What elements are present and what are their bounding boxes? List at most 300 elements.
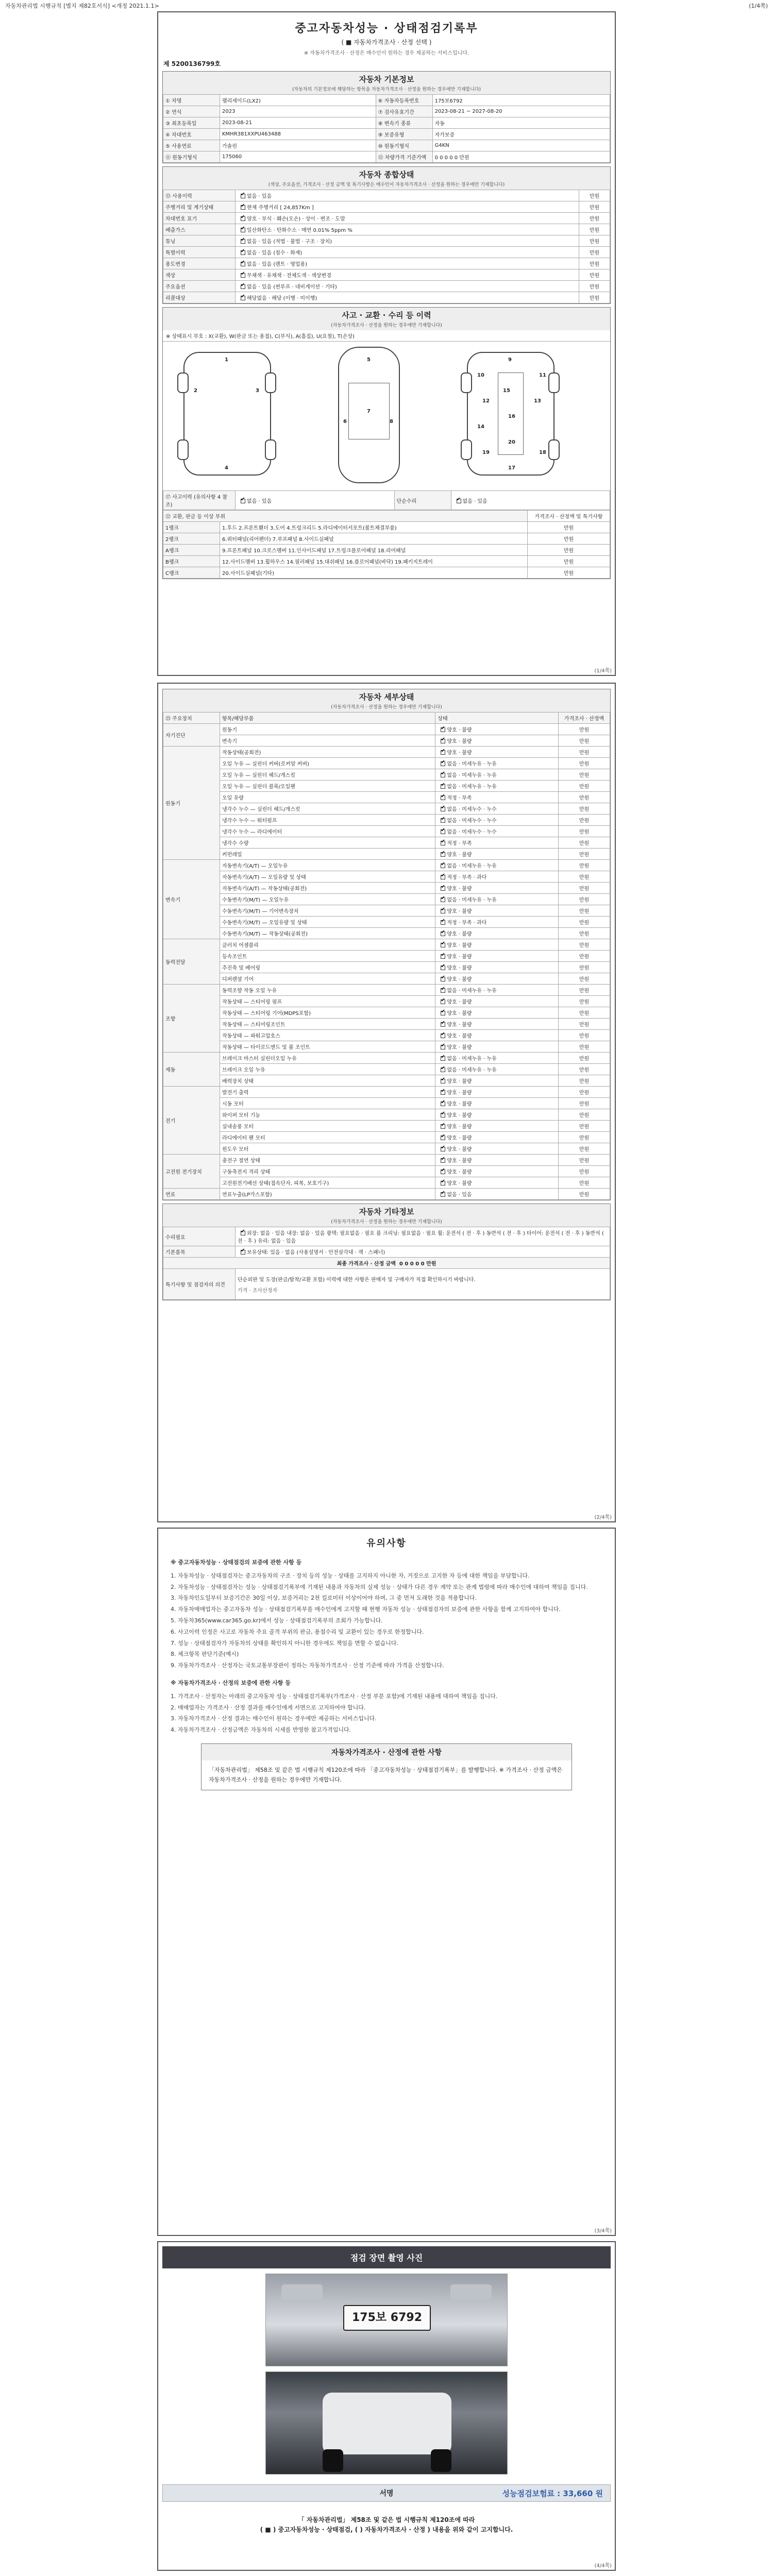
- detail-part: 추진축 및 베어링: [220, 962, 435, 973]
- parts-items: 9.프론트패널 10.크로스멤버 11.인사이드패널 17.트렁크플로어패널 18.리어패널: [220, 545, 528, 556]
- detail-part: 오일 누유 — 실린더 블록/오일팬: [220, 781, 435, 792]
- page-indicator: (1/4쪽): [749, 3, 768, 9]
- basic-info-row: [163, 117, 610, 129]
- summary-row: [163, 269, 610, 281]
- checkbox-icon[interactable]: [441, 1158, 445, 1163]
- checkbox-icon[interactable]: [441, 1181, 445, 1185]
- checkbox-icon[interactable]: [241, 205, 245, 210]
- parts-rank: 1랭크: [163, 522, 220, 533]
- basic-label: ⑫ 차량가격 기준가액: [376, 151, 432, 163]
- checkbox-icon[interactable]: [441, 1011, 445, 1015]
- detail-state: ✔ 적정 · 부족 · 과다: [435, 871, 559, 883]
- simple-repair-value: ✔ 없음 · 있음: [451, 491, 610, 510]
- detail-part: 냉각수 수량: [220, 837, 435, 849]
- detail-state: ✔ 양호 · 불량: [435, 1019, 559, 1030]
- detail-price: 만원: [559, 917, 610, 928]
- wheel-icon: [177, 439, 189, 460]
- checkbox-icon[interactable]: [241, 1250, 245, 1255]
- detail-price: 만원: [559, 905, 610, 917]
- parts-items: 6.쿼터패널(리어펜더) 7.루프패널 8.사이드실패널: [220, 533, 528, 545]
- checkbox-icon[interactable]: [441, 897, 445, 902]
- other-table: [163, 1227, 610, 1300]
- part-number: 17: [508, 465, 515, 471]
- detail-part: 오일 누유 — 실린더 커버(로커암 커버): [220, 758, 435, 769]
- page-1: [157, 11, 616, 676]
- basic-value: 175060: [220, 151, 376, 163]
- checkbox-icon[interactable]: [441, 943, 445, 947]
- detail-price: 만원: [559, 985, 610, 996]
- part-number: 1: [225, 357, 228, 363]
- wheel-icon: [265, 439, 276, 460]
- checkbox-icon[interactable]: [441, 999, 445, 1004]
- checkbox-icon[interactable]: [241, 284, 245, 289]
- checkbox-icon[interactable]: [441, 931, 445, 936]
- detail-part: 수동변속기(M/T) — 기어변속장치: [220, 905, 435, 917]
- summary-row: [163, 247, 610, 258]
- notice-subtitle-2: ※ 자동차가격조사 · 산정의 보증에 관한 사항 등: [171, 1679, 291, 1686]
- detail-section: [162, 689, 611, 1200]
- summary-value: ✔ 없음 · 있음 (렌트 · 영업용): [236, 258, 579, 269]
- summary-price: 만원: [579, 190, 610, 201]
- summary-value: ✔ 양호 · 부식 · 훼손(오손) · 상이 · 변조 · 도말: [236, 213, 579, 224]
- detail-row: [163, 758, 610, 769]
- other-row: [163, 1227, 610, 1246]
- detail-state: ✔ 양호 · 불량: [435, 1087, 559, 1098]
- detail-note: (자동차가격조사 · 산정을 원하는 경우에만 기재합니다): [163, 703, 610, 712]
- detail-price: 만원: [559, 1189, 610, 1200]
- summary-label: ⑬ 사용이력: [163, 190, 236, 201]
- checkbox-icon[interactable]: [441, 773, 445, 777]
- detail-price: 만원: [559, 1121, 610, 1132]
- detail-row: [163, 1030, 610, 1041]
- remarks-value: 단순외판 및 도장(판금/탈착/교환 포함) 이력에 대한 사항은 판매자 및 구매자가 직접 확인하시기 바랍니다. 가격 · 조사산정자: [236, 1269, 610, 1300]
- checkbox-icon[interactable]: [441, 988, 445, 993]
- signature-label: 서명: [379, 2489, 394, 2498]
- detail-title: 자동차 세부상태: [163, 689, 610, 703]
- summary-table: [163, 190, 610, 303]
- detail-row: [163, 951, 610, 962]
- detail-part: 와이퍼 모터 기능: [220, 1109, 435, 1121]
- detail-part: 충전구 절연 상태: [220, 1155, 435, 1166]
- page-title: 중고자동차성능 · 상태점검기록부: [295, 22, 478, 35]
- summary-row: [163, 281, 610, 292]
- summary-price: 만원: [579, 247, 610, 258]
- detail-row: [163, 860, 610, 871]
- checkbox-icon[interactable]: [441, 1045, 445, 1049]
- checkbox-icon[interactable]: [241, 262, 245, 266]
- other-title: 자동차 기타정보: [163, 1204, 610, 1218]
- detail-state: ✔ 양호 · 불량: [435, 1132, 559, 1143]
- part-number: 8: [390, 419, 393, 425]
- detail-state: ✔ 양호 · 불량: [435, 928, 559, 939]
- checkbox-icon[interactable]: [441, 807, 445, 811]
- other-items: ✔외장: 없음 · 있음 내장: 없음 · 있음 광택: 필요없음 · 필요 룸 크리닝: 필요없음 · 필요 휠: 운전석 ( 전 · 후 ) 동반석 ( 전 · 후 ) 타이어: 운전석 ( 전 · 후 ) 동반석 ( 전 · 후 ) 유리: 없음 · 있음: [236, 1227, 610, 1246]
- page-2: [157, 683, 616, 1522]
- summary-row: [163, 235, 610, 247]
- notice-item: 6. 사고이력 인정은 사고로 자동차 주요 골격 부위의 판금, 용접수리 및 교환이 있는 경우로 한정합니다.: [171, 1628, 424, 1635]
- checkbox-icon[interactable]: [441, 1170, 445, 1174]
- parts-title: ㉒ 교환, 판금 등 이상 부위: [163, 511, 528, 522]
- detail-state: ✔ 적정 · 부족 · 과다: [435, 917, 559, 928]
- detail-row: [163, 849, 610, 860]
- detail-price: 만원: [559, 1053, 610, 1064]
- summary-value: ✔ 없음 · 있음 (적법 · 불법 · 구조 · 장치): [236, 235, 579, 247]
- insurance-fee: 성능점검보험료 : 33,660 원: [502, 2488, 603, 2498]
- summary-row: [163, 258, 610, 269]
- detail-part: 동력조향 작동 오일 누유: [220, 985, 435, 996]
- summary-value: ✔ 없음 · 있음 (썬루프 · 네비게이션 · 기타): [236, 281, 579, 292]
- price-label: 가격조사 · 산정액 및 특기사항: [528, 511, 610, 522]
- summary-row: [163, 190, 610, 201]
- detail-row: [163, 973, 610, 985]
- detail-row: [163, 1143, 610, 1155]
- checkbox-icon[interactable]: [241, 1231, 245, 1235]
- parts-price: 만원: [528, 556, 610, 567]
- detail-group: 전기: [163, 1087, 220, 1155]
- basic-value: 2023-08-21 ~ 2027-08-20: [432, 106, 610, 117]
- checkbox-icon[interactable]: [241, 273, 245, 278]
- parts-row: [163, 567, 610, 579]
- detail-state: ✔ 적정 · 부족: [435, 837, 559, 849]
- detail-price: 만원: [559, 1132, 610, 1143]
- summary-price: 만원: [579, 269, 610, 281]
- other-note: (자동차가격조사 · 산정을 원하는 경우에만 기재합니다): [163, 1218, 610, 1227]
- parts-rank: 2랭크: [163, 533, 220, 545]
- detail-part: 브레이크 오일 누유: [220, 1064, 435, 1075]
- part-number: 14: [477, 424, 484, 430]
- detail-price: 만원: [559, 939, 610, 951]
- notice-item: 1. 가격조사 · 산정자는 아래의 중고자동차 성능 · 상태점검기록부(가격조사 · 산정 부분 포함)에 기재된 내용에 대하여 책임을 집니다.: [171, 1692, 498, 1700]
- checkbox-icon[interactable]: [441, 727, 445, 732]
- checkbox-icon[interactable]: [441, 954, 445, 959]
- checkbox-icon[interactable]: [441, 1033, 445, 1038]
- detail-part: 수동변속기(M/T) — 오일유량 및 상태: [220, 917, 435, 928]
- checkbox-icon[interactable]: [441, 1124, 445, 1129]
- col-main-header: ㉓ 주요장치: [163, 713, 220, 724]
- document-number: 제 5200136799호: [163, 60, 221, 67]
- detail-price: 만원: [559, 826, 610, 837]
- detail-state: ✔ 양호 · 불량: [435, 1109, 559, 1121]
- notice-item: 8. 체크항목 판단기준(예시): [171, 1651, 239, 1658]
- basic-info-row: [163, 95, 610, 106]
- part-number: 10: [477, 372, 484, 378]
- detail-part: 윈도우 모터: [220, 1143, 435, 1155]
- parts-items: 12.사이드멤버 13.휠하우스 14.필러패널 15.대쉬패널 16.플로어패널(바닥) 19.패키지트레이: [220, 556, 528, 567]
- basic-value: 자가보증: [432, 129, 610, 140]
- summary-row: [163, 224, 610, 235]
- checkbox-icon[interactable]: [241, 216, 245, 221]
- detail-part: 작동상태 — 타이로드엔드 및 볼 조인트: [220, 1041, 435, 1053]
- detail-row: [163, 1019, 610, 1030]
- detail-state: ✔ 없음 · 미세누유 · 누유: [435, 860, 559, 871]
- detail-row: [163, 917, 610, 928]
- detail-price: 만원: [559, 1064, 610, 1075]
- detail-state: ✔ 양호 · 불량: [435, 1098, 559, 1109]
- detail-row: [163, 769, 610, 781]
- detail-part: 작동상태(공회전): [220, 747, 435, 758]
- detail-part: 원동기: [220, 724, 435, 735]
- page-number: (3/4쪽): [594, 2228, 612, 2234]
- summary-value: ✔ 없음 · 있음 (침수 · 화재): [236, 247, 579, 258]
- part-number: 5: [367, 357, 371, 363]
- checkbox-icon[interactable]: [441, 761, 445, 766]
- detail-state: ✔ 없음 · 미세누유 · 누유: [435, 894, 559, 905]
- detail-row: [163, 724, 610, 735]
- checkbox-icon[interactable]: [441, 818, 445, 823]
- photo-section-title: 점검 장면 촬영 사진: [162, 2246, 611, 2268]
- checkbox-icon[interactable]: [441, 750, 445, 755]
- wheel-icon: [548, 439, 560, 460]
- summary-row: [163, 213, 610, 224]
- detail-part: 등속조인트: [220, 951, 435, 962]
- detail-state: ✔ 양호 · 불량: [435, 724, 559, 735]
- wheel-icon: [323, 2449, 343, 2472]
- checkbox-icon[interactable]: [441, 875, 445, 879]
- parts-row: [163, 522, 610, 533]
- basic-value: 자동: [432, 117, 610, 129]
- detail-group: 원동기: [163, 747, 220, 860]
- parts-table: [163, 510, 610, 579]
- detail-row: [163, 1132, 610, 1143]
- checkbox-icon[interactable]: [441, 1136, 445, 1140]
- basic-info-section: [162, 71, 611, 163]
- detail-group: 연료: [163, 1189, 220, 1200]
- part-number: 19: [482, 450, 490, 455]
- checkbox-icon[interactable]: [441, 841, 445, 845]
- other-label: 기본품목: [163, 1246, 236, 1258]
- notice-subtitle-1: ※ 중고자동차성능 · 상태점검의 보증에 관한 사항 등: [171, 1559, 302, 1566]
- summary-price: 만원: [579, 224, 610, 235]
- detail-row: [163, 1053, 610, 1064]
- checkbox-icon[interactable]: [441, 1147, 445, 1151]
- detail-row: [163, 1064, 610, 1075]
- detail-part: 발전기 출력: [220, 1087, 435, 1098]
- detail-state: ✔ 양호 · 불량: [435, 1030, 559, 1041]
- detail-part: 구동축전지 격리 상태: [220, 1166, 435, 1177]
- sign-box: [201, 1743, 572, 1790]
- notice-item: 1. 자동차성능 · 상태점검자는 중고자동차의 구조 · 장치 등의 성능 · 상태를 고지하지 아니한 자, 거짓으로 고지한 자 등에 대한 책임을 부담합니다.: [171, 1572, 530, 1579]
- basic-value: KMHR381XXPU463488: [220, 129, 376, 140]
- part-number: 7: [367, 409, 371, 414]
- detail-state: ✔ 없음 · 있음: [435, 1189, 559, 1200]
- checkbox-icon[interactable]: [441, 1192, 445, 1197]
- detail-price: 만원: [559, 883, 610, 894]
- detail-price: 만원: [559, 1007, 610, 1019]
- detail-state: ✔ 양호 · 불량: [435, 962, 559, 973]
- checkbox-icon[interactable]: [441, 1101, 445, 1106]
- checkbox-icon[interactable]: [441, 909, 445, 913]
- detail-row: [163, 1155, 610, 1166]
- basic-info-row: [163, 140, 610, 151]
- notice-item: 5. 자동차365(www.car365.go.kr)에서 성능 · 상태점검기록부의 조회가 가능합니다.: [171, 1617, 383, 1624]
- detail-group: 변속기: [163, 860, 220, 939]
- detail-part: 커먼레일: [220, 849, 435, 860]
- detail-state: ✔ 양호 · 불량: [435, 1155, 559, 1166]
- detail-price: 만원: [559, 1098, 610, 1109]
- detail-row: [163, 792, 610, 803]
- detail-state: ✔ 양호 · 불량: [435, 747, 559, 758]
- checkbox-icon[interactable]: [441, 852, 445, 857]
- signature-bar: [162, 2484, 611, 2502]
- detail-price: 만원: [559, 973, 610, 985]
- photo-front-plate: [265, 2274, 508, 2366]
- detail-part: 수동변속기(M/T) — 오일누유: [220, 894, 435, 905]
- detail-price: 만원: [559, 996, 610, 1007]
- col-state-header: 상태: [435, 713, 559, 724]
- checkbox-icon[interactable]: [441, 1022, 445, 1027]
- detail-row: [163, 781, 610, 792]
- checkbox-icon[interactable]: [441, 920, 445, 925]
- summary-note: (색상, 주요옵션, 가격조사 · 산정 금액 및 특기사항은 매수인이 자동차가격조사 · 산정을 원하는 경우에만 기재합니다): [163, 181, 610, 190]
- checkbox-icon[interactable]: [441, 977, 445, 981]
- detail-part: 냉각수 누수 — 라디에이터: [220, 826, 435, 837]
- detail-price: 만원: [559, 860, 610, 871]
- summary-label: 튜닝: [163, 235, 236, 247]
- detail-group: 제동: [163, 1053, 220, 1087]
- checkbox-icon[interactable]: [441, 863, 445, 868]
- part-number: 2: [194, 388, 197, 394]
- detail-part: 오일 유량: [220, 792, 435, 803]
- checkbox-icon[interactable]: [441, 739, 445, 743]
- part-number: 15: [503, 388, 510, 394]
- notice-item: 2. 매매업자는 가격조사 · 산정 결과를 매수인에게 서면으로 고지하여야 합니다.: [171, 1704, 366, 1711]
- checkbox-icon[interactable]: [441, 784, 445, 789]
- detail-part: 실내송풍 모터: [220, 1121, 435, 1132]
- wheel-icon: [461, 372, 472, 393]
- checkbox-icon[interactable]: [441, 1067, 445, 1072]
- detail-row: [163, 837, 610, 849]
- part-number: 3: [256, 388, 259, 394]
- page-4: [157, 2241, 616, 2571]
- detail-part: 브레이크 마스터 실린더오일 누유: [220, 1053, 435, 1064]
- detail-state: ✔ 없음 · 미세누수 · 누수: [435, 803, 559, 815]
- basic-value: 2023-08-21: [220, 117, 376, 129]
- page-number: (1/4쪽): [594, 668, 612, 674]
- detail-group: 자기진단: [163, 724, 220, 747]
- detail-part: 라디에이터 팬 모터: [220, 1132, 435, 1143]
- header-note: ※ 자동차가격조사 · 산정은 매수인이 원하는 경우 제공하는 서비스입니다.: [304, 50, 469, 56]
- detail-row: [163, 1121, 610, 1132]
- summary-label: 색상: [163, 269, 236, 281]
- detail-state: ✔ 없음 · 미세누유 · 누유: [435, 1053, 559, 1064]
- detail-group: 조향: [163, 985, 220, 1053]
- checkbox-icon[interactable]: [441, 1056, 445, 1061]
- detail-price: 만원: [559, 1155, 610, 1166]
- detail-price: 만원: [559, 1041, 610, 1053]
- checkbox-icon[interactable]: [441, 1113, 445, 1117]
- basic-label: ① 차명: [163, 95, 220, 106]
- detail-group: 고전원 전기장치: [163, 1155, 220, 1189]
- detail-price: 만원: [559, 769, 610, 781]
- page-number: (4/4쪽): [594, 2563, 612, 2569]
- other-section: [162, 1204, 611, 1300]
- basic-label: ④ 차대번호: [163, 129, 220, 140]
- detail-part: 자동변속기(A/T) — 오일유량 및 상태: [220, 871, 435, 883]
- parts-row: [163, 545, 610, 556]
- detail-row: [163, 815, 610, 826]
- checkbox-icon[interactable]: [241, 296, 245, 300]
- detail-row: [163, 996, 610, 1007]
- car-diagram: [163, 341, 610, 490]
- basic-label: ⑤ 사용연료: [163, 140, 220, 151]
- car-body-icon: [323, 2393, 451, 2454]
- basic-value: 가솔린: [220, 140, 376, 151]
- detail-state: ✔ 양호 · 불량: [435, 849, 559, 860]
- detail-price: 만원: [559, 928, 610, 939]
- detail-row: [163, 1166, 610, 1177]
- detail-part: 클러치 어셈블리: [220, 939, 435, 951]
- basic-label: ⑦ 검사유효기간: [376, 106, 432, 117]
- detail-part: 작동상태 — 스티어링조인트: [220, 1019, 435, 1030]
- checkbox-icon[interactable]: [441, 1090, 445, 1095]
- detail-state: ✔ 적정 · 부족: [435, 792, 559, 803]
- detail-part: 냉각수 누수 — 워터펌프: [220, 815, 435, 826]
- summary-label: 주행거리 및 계기상태: [163, 201, 236, 213]
- basic-label: ⑨ 보증유형: [376, 129, 432, 140]
- detail-state: ✔ 양호 · 불량: [435, 883, 559, 894]
- detail-price: 만원: [559, 758, 610, 769]
- checkbox-icon[interactable]: [241, 250, 245, 255]
- summary-value: ✔ 해당없음 · 해당 (이행 · 미이행): [236, 292, 579, 303]
- summary-label: 용도변경: [163, 258, 236, 269]
- detail-row: [163, 928, 610, 939]
- checkbox-icon[interactable]: [441, 965, 445, 970]
- summary-price: 만원: [579, 292, 610, 303]
- summary-label: 특별이력: [163, 247, 236, 258]
- detail-price: 만원: [559, 781, 610, 792]
- detail-part: 배력장치 상태: [220, 1075, 435, 1087]
- basic-label: ⑧ 변속기 종류: [376, 117, 432, 129]
- checkbox-icon[interactable]: [441, 1079, 445, 1083]
- summary-label: 주요옵션: [163, 281, 236, 292]
- parts-price: 만원: [528, 567, 610, 579]
- detail-row: [163, 826, 610, 837]
- detail-state: ✔ 양호 · 불량: [435, 1177, 559, 1189]
- checkbox-icon[interactable]: [441, 795, 445, 800]
- checkbox-icon[interactable]: [241, 228, 245, 232]
- checkbox-icon[interactable]: [441, 829, 445, 834]
- detail-row: [163, 962, 610, 973]
- detail-state: ✔ 양호 · 불량: [435, 1166, 559, 1177]
- part-number: 6: [343, 419, 347, 425]
- detail-row: [163, 803, 610, 815]
- part-number: 9: [508, 357, 512, 363]
- checkbox-icon[interactable]: [241, 499, 245, 503]
- detail-price: 만원: [559, 1087, 610, 1098]
- detail-state: ✔ 없음 · 미세누유 · 누유: [435, 985, 559, 996]
- headlight-icon: [281, 2284, 323, 2300]
- detail-part: 디퍼렌셜 기어: [220, 973, 435, 985]
- detail-row: [163, 985, 610, 996]
- part-number: 4: [225, 465, 228, 471]
- checkbox-icon[interactable]: [441, 886, 445, 891]
- detail-part: 연료누출(LP가스포함): [220, 1189, 435, 1200]
- detail-row: [163, 894, 610, 905]
- checkbox-icon[interactable]: [457, 499, 461, 503]
- checkbox-icon[interactable]: [241, 239, 245, 244]
- checkbox-icon[interactable]: [241, 194, 245, 198]
- detail-price: 만원: [559, 849, 610, 860]
- detail-table: [163, 712, 610, 1200]
- parts-price: 만원: [528, 545, 610, 556]
- basic-info-row: [163, 106, 610, 117]
- notice-title: 유의사항: [366, 1538, 407, 1549]
- summary-value: ✔ 무채색 · 유채색 · 전체도색 · 색상변경: [236, 269, 579, 281]
- part-number: 11: [539, 372, 546, 378]
- parts-rank: B랭크: [163, 556, 220, 567]
- basic-label: ⑪ 원동기형식: [163, 151, 220, 163]
- detail-part: 자동변속기(A/T) — 오일누유: [220, 860, 435, 871]
